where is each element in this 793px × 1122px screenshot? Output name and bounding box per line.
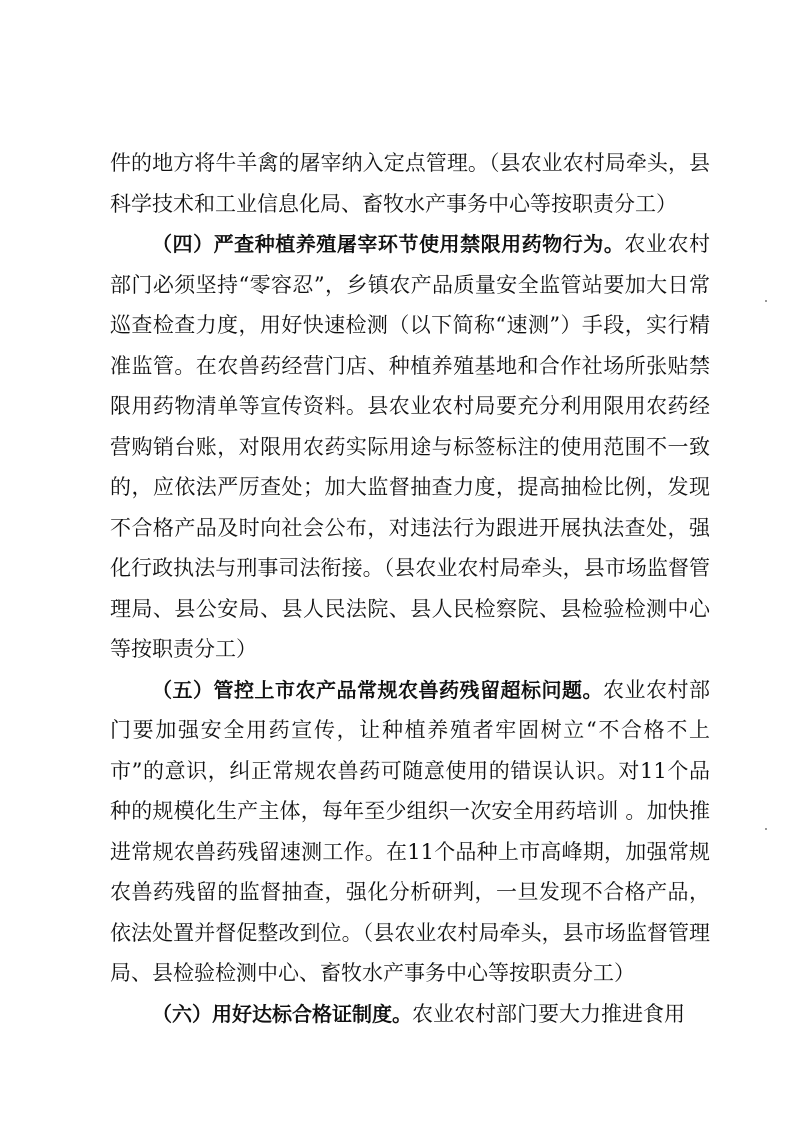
scan-speck [765, 300, 767, 302]
paragraph-section-5 [110, 670, 710, 994]
scan-speck [765, 828, 767, 830]
paragraph-section-4 [110, 224, 710, 670]
section-heading-5: （五）管控上市农产品常规农兽药残留超标问题。 [152, 677, 603, 702]
document-body [110, 143, 710, 1034]
paragraph-continuation [110, 143, 710, 224]
paragraph-text: 农业农村部门要大力推进食用 [412, 1001, 685, 1026]
paragraph-text: 农业农村部门要加强安全用药宣传，让种植养殖者牢固树立“不合格不上市”的意识，纠正常规农兽药可随意使用的错误认识。对11个品种的规模化生产主体，每年至少组织一次安全用药培训 。加快推进常规农兽药残留速测工作。在11个品种上市高峰期，加强常规农兽药残留的监督抽查，强化分析研判，一旦发现不合格产品，依法处置并督促整改到位。（县农业农村局牵头，县市场监督管理局、县检验检测中心、畜牧水产事务中心等按职责分工） [110, 677, 710, 985]
section-heading-6: （六）用好达标合格证制度。 [152, 1001, 412, 1026]
section-heading-4: （四）严查种植养殖屠宰环节使用禁限用药物行为。 [152, 232, 625, 256]
paragraph-text: 件的地方将牛羊禽的屠宰纳入定点管理。（县农业农村局牵头，县科学技术和工业信息化局、畜牧水产事务中心等按职责分工） [110, 151, 710, 216]
paragraph-section-6 [110, 994, 710, 1035]
paragraph-text: 农业农村部门必须坚持“零容忍”，乡镇农产品质量安全监管站要加大日常巡查检查力度，用好快速检测（以下简称“速测”）手段，实行精准监管。在农兽药经营门店、种植养殖基地和合作社场所张贴禁限用药物清单等宣传资料。县农业农村局要充分利用限用农药经营购销台账，对限用农药实际用途与标签标注的使用范围不一致的，应依法严厉查处；加大监督抽查力度，提高抽检比例，发现不合格产品及时向社会公布，对违法行为跟进开展执法查处，强化行政执法与刑事司法衔接。（县农业农村局牵头，县市场监督管理局、县公安局、县人民法院、县人民检察院、县检验检测中心等按职责分工） [110, 232, 711, 661]
